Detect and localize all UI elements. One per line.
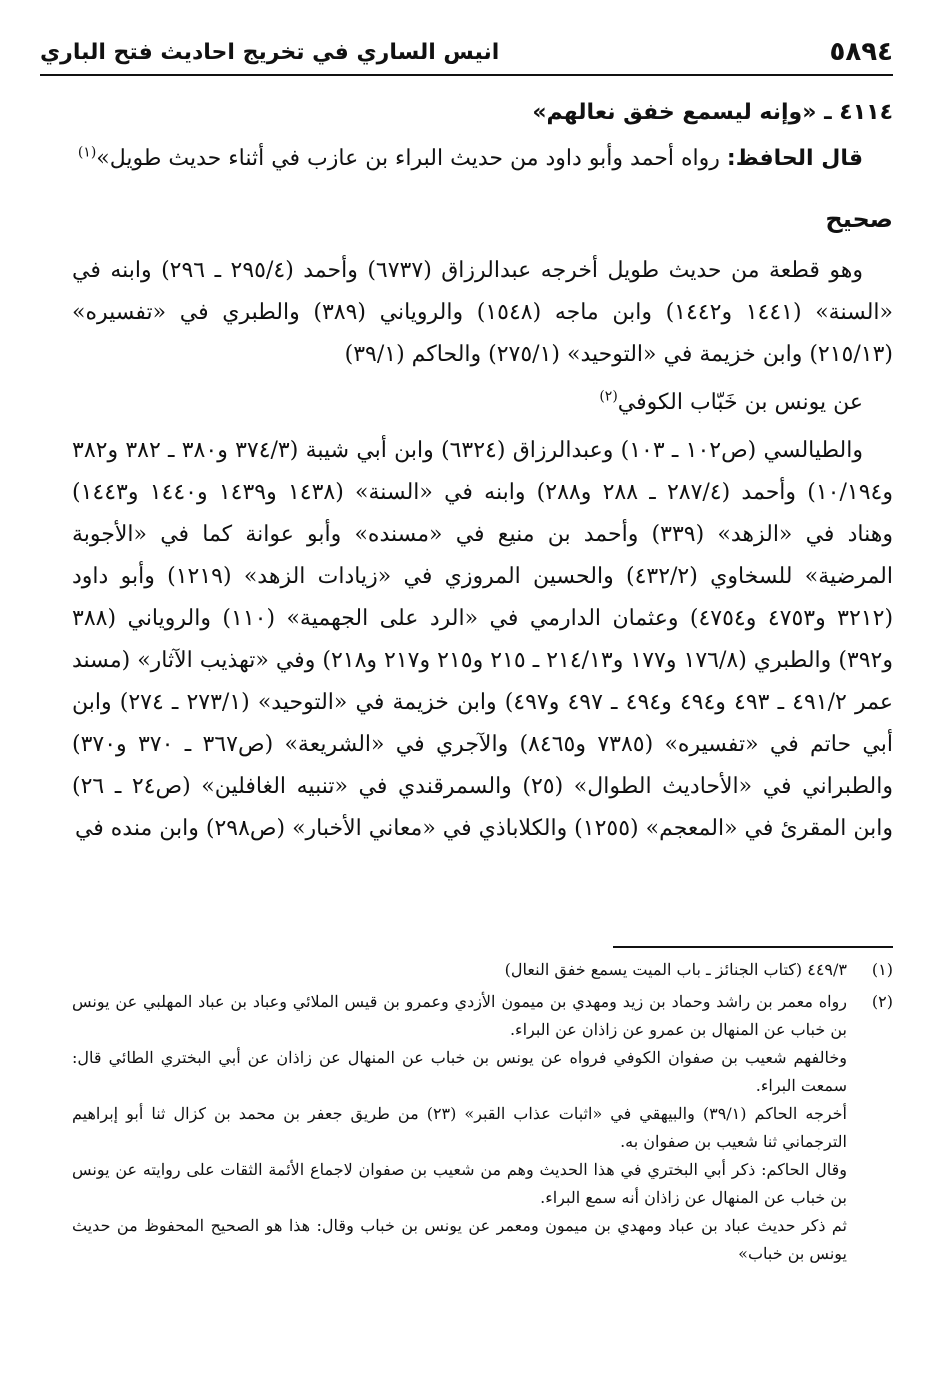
footnote-line: رواه معمر بن راشد وحماد بن زيد ومهدي بن ميمون الأزدي وعمرو بن قيس الملائي وعباد بن عباد المهلبي عن يونس بن خباب عن المنهال بن عمرو عن زاذان عن البراء. (72, 992, 847, 1039)
footnote-line: ٤٤٩/٣ (كتاب الجنائز ـ باب الميت يسمع خفق النعال) (504, 960, 847, 979)
footnote-line: ثم ذكر حديث عباد بن عباد ومهدي بن ميمون ومعمر عن يونس بن خباب وقال: هذا هو الصحيح المحفوظ من حديث يونس بن خباب» (72, 1216, 847, 1263)
takhrij-paragraph-1: وهو قطعة من حديث طويل أخرجه عبدالرزاق (٦٧٣٧) وأحمد (٢٩٥/٤ ـ ٢٩٦) وابنه في «السنة» (١٤٤١ و١٤٤٢) وابن ماجه (١٥٤٨) والروياني (٣٨٩) والطبري في «تفسيره» (٢١٥/١٣) وابن خزيمة في «التوحيد» (٢٧٥/١) والحاكم (٣٩/١) (72, 258, 893, 367)
grade-heading: صحيح (825, 205, 893, 233)
page-header (40, 30, 893, 76)
footnote-line: أخرجه الحاكم (٣٩/١) والبيهقي في «اثبات عذاب القبر» (٢٣) من طريق جعفر بن محمد بن كزال ثنا أبو إبراهيم الترجماني ثنا شعيب بن صفوان به. (72, 1104, 847, 1151)
footnotes (72, 956, 893, 1268)
hafiz-text: رواه أحمد وأبو داود من حديث البراء بن عازب في أثناء حديث طويل» (96, 146, 720, 171)
footnote-separator (613, 946, 893, 948)
footnote-1 (72, 956, 893, 984)
hadith-heading: ٤١١٤ ـ «وإنه ليسمع خفق نعالهم» (532, 100, 893, 125)
hafiz-statement (72, 138, 893, 180)
footnote-ref-1: (١) (77, 144, 97, 161)
footnote-number: (٢) (871, 992, 893, 1011)
footnote-2 (72, 988, 893, 1268)
takhrij-paragraph-2: والطيالسي (ص١٠٢ ـ ١٠٣) وعبدالرزاق (٦٣٢٤) وابن أبي شيبة (٣٧٤/٣ و٣٨٠ ـ ٣٨٢ و٣٨٢ و١٠/١٩٤) وأحمد (٢٨٧/٤ ـ ٢٨٨ و٢٨٨) وابنه في «السنة» (١٤٣٨ و١٤٣٩ و١٤٤٠ و١٤٤٣) وهناد في «الزهد» (٣٣٩) وأحمد بن منيع في «مسنده» وأبو عوانة كما في «الأجوبة المرضية» للسخاوي (٤٣٢/٢) والحسين المروزي في «زيادات الزهد» (١٢١٩) وأبو داود (٣٢١٢ و٤٧٥٣ و٤٧٥٤) وعثمان الدارمي في «الرد على الجهمية» (١١٠) والروياني (٣٨٨ و٣٩٢) والطبري (١٧٦/٨ و١٧٧ و٢١٤/١٣ ـ ٢١٥ و٢١٥ و٢١٧ و٢١٨) وفي «تهذيب الآثار» (مسند عمر ٤٩١/٢ ـ ٤٩٣ و٤٩٤ و٤٩٤ ـ ٤٩٧ و٤٩٧) وابن خزيمة في «التوحيد» (٢٧٣/١ ـ ٢٧٤) وابن أبي حاتم في «تفسيره» (٧٣٨٥ و٨٤٦٥) والآجري في «الشريعة» (ص٣٦٧ ـ ٣٧٠ و٣٧٠) والطبراني في «الأحاديث الطوال» (٢٥) والسمرقندي في «تنبيه الغافلين» (ص٢٤ ـ ٢٦) وابن المقرئ في «المعجم» (١٢٥٥) والكلاباذي في «معاني الأخبار» (ص٢٩٨) وابن منده في (72, 438, 894, 841)
hafiz-label: قال الحافظ: (726, 146, 863, 171)
footnote-line: وقال الحاكم: ذكر أبي البختري في هذا الحديث وهم من شعيب بن صفوان لاجماع الأئمة الثقات على روايته عن يونس بن خباب عن المنهال عن زاذان أنه سمع البراء. (72, 1160, 848, 1207)
chain-text: عن يونس بن خَبّاب الكوفي (617, 390, 863, 415)
footnote-text (72, 988, 847, 1268)
footnote-number: (١) (871, 960, 893, 979)
footnote-text (72, 956, 847, 984)
footnote-ref-2: (٢) (599, 388, 618, 405)
page-number: ٥٨٩٤ (829, 37, 893, 67)
chain-paragraph (72, 382, 893, 424)
book-title: انيس الساري في تخريج احاديث فتح الباري (40, 39, 500, 65)
main-text (72, 92, 893, 850)
footnote-line: وخالفهم شعيب بن صفوان الكوفي فرواه عن يونس بن خباب عن المنهال عن زاذان عن أبي البختري الطائي قال: سمعت البراء. (72, 1048, 847, 1095)
